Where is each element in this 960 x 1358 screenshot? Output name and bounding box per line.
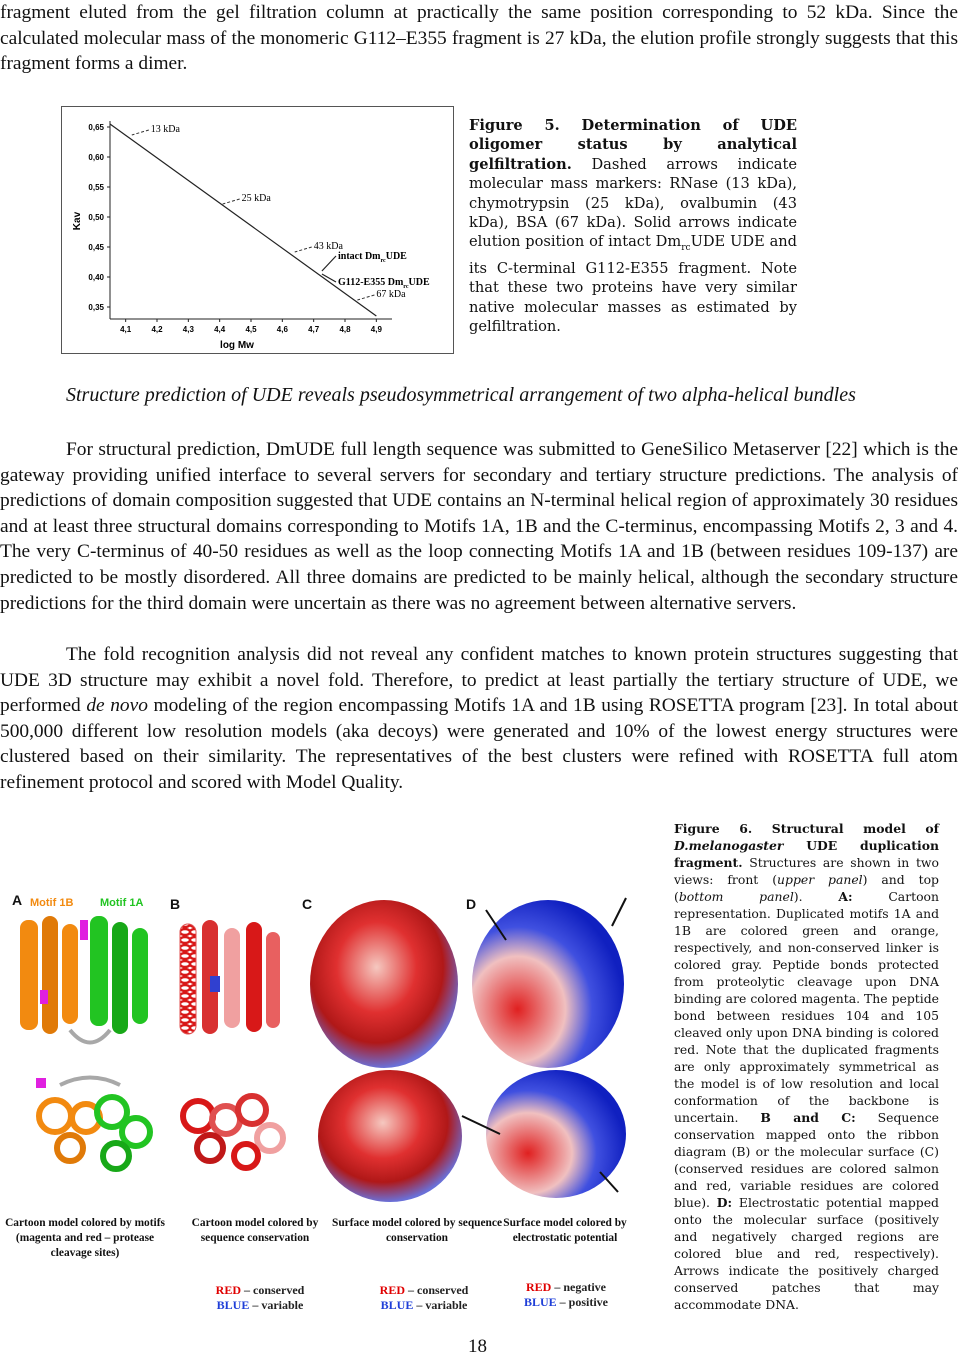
figure6-caption [674,820,939,1313]
panel-letter-c: C [302,896,313,912]
legend-blue-text: – variable [413,1298,468,1312]
paragraph-fold-recognition [0,642,958,796]
fig6-A: A: [838,889,853,904]
x-tick-label: 4,8 [339,325,351,334]
legend-red-text: – conserved [241,1283,305,1297]
x-axis-label: log Mw [220,340,254,351]
y-tick-label: 0,35 [88,303,104,312]
legend-red-text: – conserved [405,1283,469,1297]
x-tick-label: 4,1 [120,325,132,334]
fig6-text-5: Sequence conservation mapped onto the ribbon diagram (B) or the molecular surface (C)(conserved residues are colored salmon and red, variable residues are colored blue). [674,1110,939,1210]
y-axis-label: Kav [72,211,83,231]
fig6-text-3: ). [793,889,839,904]
x-tick-label: 4,9 [370,325,382,334]
panel-c-legend [344,1283,504,1313]
figure5-caption [469,116,797,336]
panel-d-legend [486,1280,646,1310]
figure6-panels [0,880,660,1320]
fig6-title-b: UDE duplication fragment. [674,838,939,870]
panel-d-front-surface [472,900,624,1068]
elution-label: G112-E355 $Dm_{rc}UDE$ [338,277,430,290]
para3-text-b: modeling of the region encompassing Motifs 1A and 1B using ROSETTA program [23]. In total about 500,000 different low resolution models (aka decoys) were generated and 10% of the lowest energy structures were clustered based on their similarity. The representatives of the best clusters were refined with ROSETTA full atom refinement protocol and scored with Model Quality. [0,695,958,793]
fig6-upper: upper panel [777,872,863,887]
panel-a-top-cartoon [36,1078,150,1170]
y-tick-label: 0,55 [88,183,104,192]
structure-images [0,880,660,1210]
fig6-species: D.melanogaster [674,838,784,853]
y-tick-label: 0,40 [88,273,104,282]
marker-arrow [223,199,240,204]
section-heading: Structure prediction of UDE reveals pseudosymmetrical arrangement of two alpha-helical bundles [66,384,856,406]
paragraph-structure-prediction: For structural prediction, DmUDE full length sequence was submitted to GeneSilico Metaserver [22] which is the gateway providing unified interface to several servers for secondary and tertiary structure predictions. The analysis of predictions of domain composition suggested that UDE contains an N-terminal helical region of approximately 30 residues and at least three structural domains corresponding to Motifs 1A, 1B and the C-terminus, encompassing Motifs 2, 3 and 4. The very C-terminus of 40-50 residues as well as the loop connecting Motifs 1A and 1B (between residues 109-137) are predicted to be mostly disordered. All three domains are predicted to be mainly helical, although the secondary structure predictions for the third domain were uncertain as there was no agreement between alternative servers. [0,439,958,614]
para3-text-a: The fold recognition analysis did not reveal any confident matches to known protein structures suggesting that UDE 3D structure may exhibit a novel fold. Therefore, to predict at least partially the tertiary structure of UDE, we performed [0,644,958,717]
fig6-text-6: Electrostatic potential mapped onto the molecular surface (positively and negatively charged regions are colored blue and red, respectively). Arrows indicate the positively charged conserved patches that may accommodate DNA. [674,1195,939,1312]
legend-red-text: – negative [551,1280,606,1294]
marker-label: 25 kDa [241,193,271,204]
motif-1a-label: Motif 1A [100,897,144,909]
figure5-chart [62,107,452,352]
marker-arrow [357,295,374,300]
figure5-plot [61,106,454,354]
figure5-caption-title: Figure 5. Determination of UDE oligomer status by analytical gelfiltration. [469,117,797,173]
legend-blue: BLUE [380,1298,414,1312]
legend-blue: BLUE [216,1298,250,1312]
panel-a-front-cartoon [20,916,148,1043]
motif-1b-label: Motif 1B [30,897,74,909]
panel-letter-b: B [170,896,181,912]
panel-c-front-surface [310,900,458,1068]
legend-red: RED [379,1283,405,1297]
panel-c-top-surface [318,1070,462,1202]
fig6-bottom: bottom panel [678,889,794,904]
calibration-line [110,124,376,316]
marker-label: 67 kDa [376,289,406,300]
panel-b-top-cartoon [183,1096,283,1168]
legend-blue: BLUE [523,1295,557,1309]
panel-letter-d: D [466,896,477,912]
arrow-icon [612,898,626,926]
panel-d-title: Surface model colored by electrostatic potential [503,1217,627,1244]
panel-b-legend [180,1283,340,1313]
para3-italic: de novo [86,695,148,717]
figure5-caption-text-a: Dashed arrows indicate molecular mass markers: RNase (13 kDa), chymotrypsin (25 kDa), ovalbumin (43 kDa), BSA (67 kDa). Solid arrows indicate elution position of intact Dm [469,155,797,251]
elution-arrow [322,256,336,271]
x-tick-label: 4,6 [276,325,288,334]
y-tick-label: 0,50 [88,213,104,222]
elution-label: intact $Dm_{rc}UDE$ [338,251,407,264]
page-number: 18 [468,1336,487,1357]
fig6-title-a: Figure 6. Structural model of [674,821,939,836]
marker-arrow [295,247,312,252]
marker-label: 13 kDa [150,124,180,135]
figure5-caption-text-b: UDE UDE and its C-terminal G112-E355 fragment. Note that these two proteins have very similar native molecular masses as estimated by gelfiltration. [469,233,798,335]
panel-a-title: Cartoon model colored by motifs (magenta and red – protease cleavage sites) [5,1217,165,1259]
marker-label: 43 kDa [313,241,343,252]
y-tick-label: 0,60 [88,153,104,162]
y-tick-label: 0,45 [88,243,104,252]
fig6-BC: B and C: [760,1110,856,1125]
panel-c-title: Surface model colored by sequence conservation [332,1217,502,1244]
panel-b-front-cartoon [180,920,280,1034]
fig6-text-2: ) and top ( [674,872,939,904]
x-tick-label: 4,2 [151,325,163,334]
legend-blue-text: – variable [249,1298,304,1312]
legend-red: RED [215,1283,241,1297]
x-tick-label: 4,4 [214,325,226,334]
panel-letter-a: A [12,892,23,908]
fig6-text-4: Cartoon representation. Duplicated motifs 1A and 1B are colored green and orange, respectively, and non-conserved linker is colored gray. Peptide bonds protected from proteolytic cleavage upon DNA binding are colored magenta. The peptide bond between residues 104 and 105 cleaved only upon DNA binding is colored red. Note that the duplicated fragments are only approximately symmetrical as the model is of low resolution and local conformation of the backbone is uncertain. [674,889,939,1125]
panel-b-title: Cartoon model colored by sequence conservation [191,1217,319,1244]
legend-red: RED [526,1280,552,1294]
x-tick-label: 4,7 [308,325,320,334]
marker-arrow [132,130,149,135]
fig6-text-1: Structures are shown in two views: front ( [674,855,939,887]
paragraph-intro: fragment eluted from the gel filtration column at practically the same position corresponding to 52 kDa. Since the calculated molecular mass of the monomeric G112–E355 fragment is 27 kDa, the elution profile strongly suggests that this fragment forms a dimer. [0,2,958,75]
y-tick-label: 0,65 [88,123,104,132]
fig6-D: D: [716,1195,733,1210]
x-tick-label: 4,3 [182,325,194,334]
x-tick-label: 4,5 [245,325,257,334]
legend-blue-text: – positive [556,1295,609,1309]
figure5-caption-sub: rc [681,243,691,254]
